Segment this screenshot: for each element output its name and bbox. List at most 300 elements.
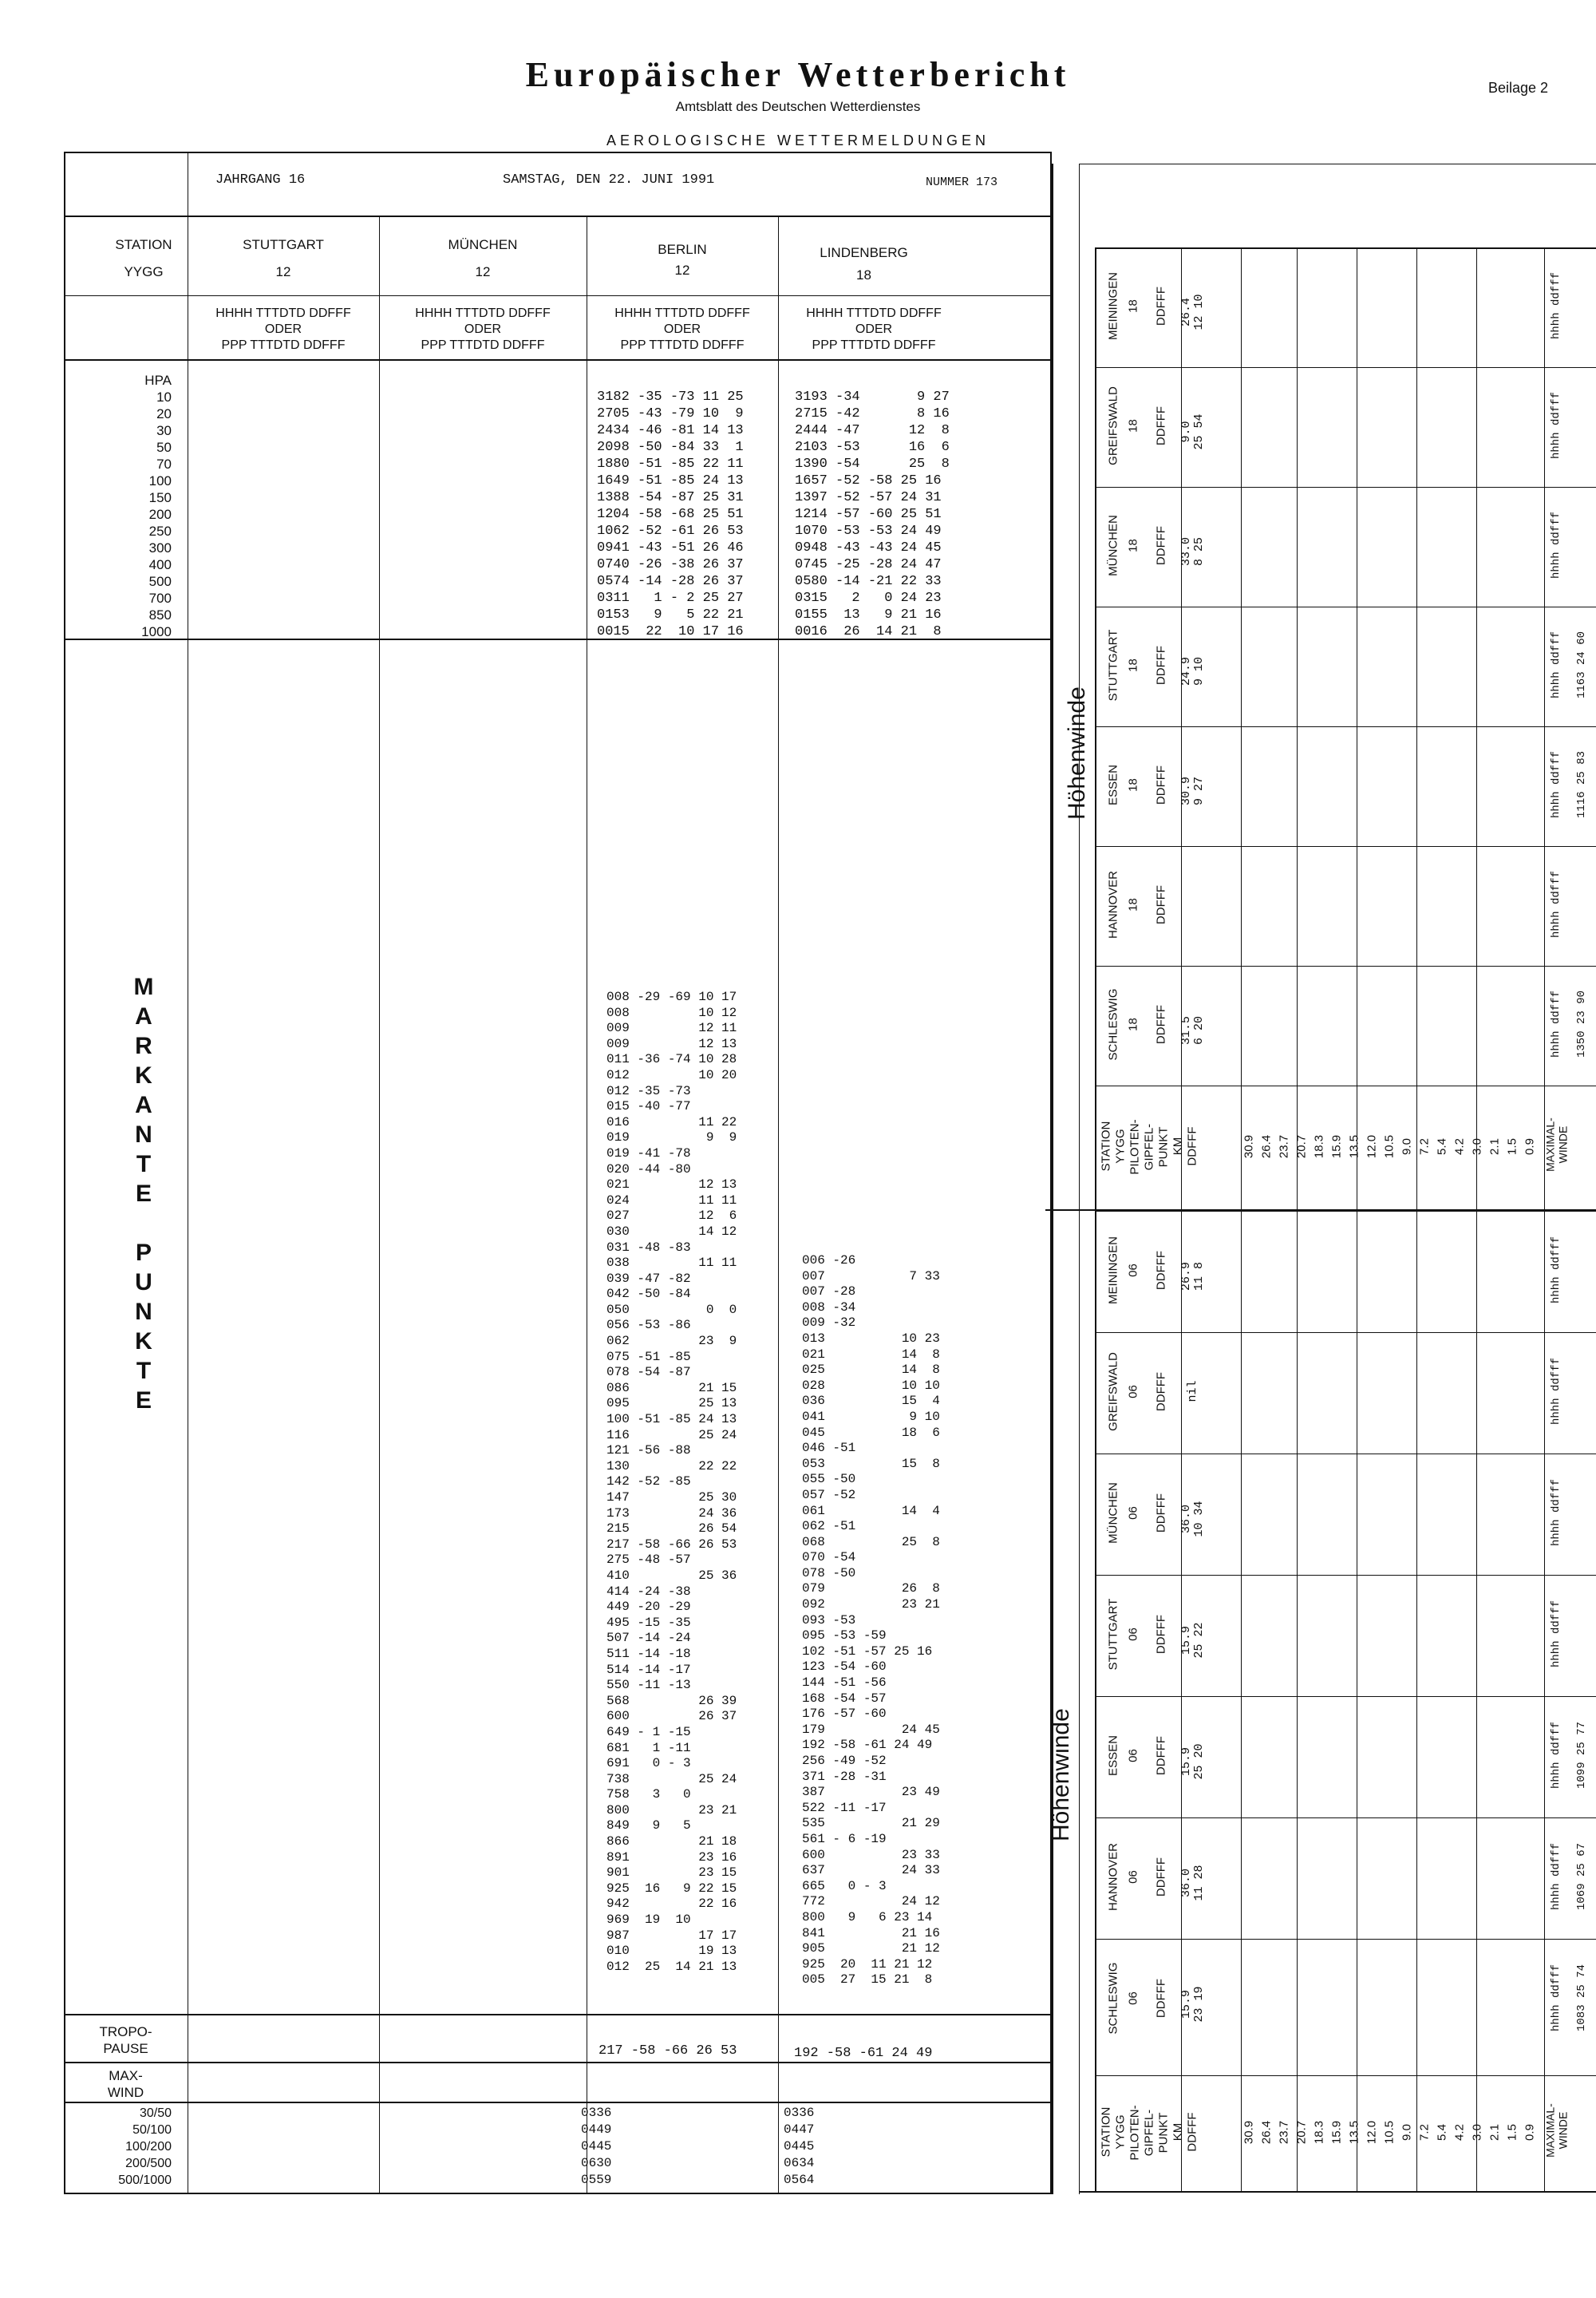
markante-letter: R xyxy=(135,1033,152,1059)
table-row: 011 -36 -74 10 28 xyxy=(606,1052,737,1067)
hpa-level: 300 xyxy=(148,540,172,556)
table-row: 021 14 8 xyxy=(802,1347,940,1362)
station-name: MEININGEN xyxy=(1106,272,1120,341)
table-row: 1214 -57 -60 25 51 xyxy=(795,507,942,522)
summit-value: 26.4 12 10 xyxy=(1179,294,1206,330)
table-row: 010 19 13 xyxy=(606,1944,737,1959)
table-row: 758 3 0 xyxy=(606,1787,691,1802)
km-level: 9.0 xyxy=(1400,2123,1414,2141)
ddfff-label: DDFFF xyxy=(1154,765,1168,805)
summit-value: 36.0 10 34 xyxy=(1179,1501,1206,1537)
summit-value: 15.9 23 19 xyxy=(1179,1986,1206,2023)
colhead-top-3: HHHH TTTDTD DDFFF xyxy=(614,307,750,320)
km-level: 0.9 xyxy=(1523,2123,1537,2141)
grid-line xyxy=(1095,367,1596,368)
table-row: 2098 -50 -84 33 1 xyxy=(597,440,744,455)
table-row: 410 25 36 xyxy=(606,1568,737,1583)
ddfff-label: DDFFF xyxy=(1154,884,1168,925)
markante-letter: K xyxy=(135,1328,152,1355)
table-row: 414 -24 -38 xyxy=(606,1584,691,1599)
table-row: 0449 xyxy=(581,2122,612,2137)
table-row: 841 21 16 xyxy=(802,1925,940,1940)
station-name: SCHLESWIG xyxy=(1106,1962,1120,2035)
shear-label: 50/100 xyxy=(132,2123,172,2137)
colhead-top-4: HHHH TTTDTD DDFFF xyxy=(806,307,942,320)
section-title: AEROLOGISCHE WETTERMELDUNGEN xyxy=(606,133,990,148)
table-row: 866 21 18 xyxy=(606,1834,737,1849)
table-row: 514 -14 -17 xyxy=(606,1662,691,1677)
ddfff-label: DDFFF xyxy=(1154,1735,1168,1776)
summit-value: 36.0 11 28 xyxy=(1179,1865,1206,1901)
km-level: 23.7 xyxy=(1277,1134,1291,1158)
table-row: 0315 2 0 24 23 xyxy=(795,591,942,606)
lindenberg-shear xyxy=(784,2105,814,2189)
table-row: 522 -11 -17 xyxy=(802,1800,887,1815)
table-row: 179 24 45 xyxy=(802,1722,940,1737)
hpa-level: 20 xyxy=(156,406,172,421)
station-name: MEININGEN xyxy=(1106,1236,1120,1305)
km-level: 10.5 xyxy=(1382,2120,1396,2144)
table-row: 0311 1 - 2 25 27 xyxy=(597,591,744,606)
table-row: 0948 -43 -43 24 45 xyxy=(795,540,942,556)
table-row: 009 -32 xyxy=(802,1315,856,1331)
station-yygg-label: STATION YYGG xyxy=(1099,2106,1127,2157)
table-row: 925 20 11 21 12 xyxy=(802,1956,933,1972)
hpa-label: HPA xyxy=(144,373,172,388)
station-hour: 06 xyxy=(1126,1385,1140,1398)
summit-value: 31.5 6 20 xyxy=(1179,1016,1206,1046)
table-row: 078 -54 -87 xyxy=(606,1365,691,1380)
table-row: 061 14 4 xyxy=(802,1503,940,1518)
max-wind-value: 1083 25 74 xyxy=(1575,1964,1588,2032)
hpa-level: 70 xyxy=(156,457,172,472)
table-row: 116 25 24 xyxy=(606,1427,737,1442)
table-row: 637 24 33 xyxy=(802,1863,940,1878)
table-row: 3182 -35 -73 11 25 xyxy=(597,390,744,405)
hpa-level: 30 xyxy=(156,423,172,438)
markante-letter: N xyxy=(135,1121,152,1148)
table-row: 021 12 13 xyxy=(606,1177,737,1193)
colhead-bot-3: PPP TTTDTD DDFFF xyxy=(620,338,745,352)
table-row: 0445 xyxy=(581,2139,612,2154)
km-level: 13.5 xyxy=(1347,2120,1361,2144)
table-row: 849 9 5 xyxy=(606,1818,691,1833)
table-row: 031 -48 -83 xyxy=(606,1240,691,1255)
table-row: 905 21 12 xyxy=(802,1941,940,1956)
ddfff-label: DDFFF xyxy=(1154,1978,1168,2019)
hhhh-ddfff-label: hhhh ddfff xyxy=(1550,1600,1562,1668)
max-wind-value: 1116 25 83 xyxy=(1575,751,1588,819)
table-row: 942 22 16 xyxy=(606,1897,737,1912)
table-row: 075 -51 -85 xyxy=(606,1349,691,1364)
km-level: 4.2 xyxy=(1452,2123,1467,2141)
km-level: 23.7 xyxy=(1277,2120,1291,2144)
grid-line xyxy=(1095,1696,1596,1697)
markante-letter: U xyxy=(135,1269,152,1295)
table-row: 062 23 9 xyxy=(606,1334,737,1349)
table-row: 012 25 14 21 13 xyxy=(606,1959,737,1974)
summit-value: 30.9 9 27 xyxy=(1179,777,1206,806)
grid-line xyxy=(1095,726,1596,727)
hpa-level: 100 xyxy=(148,473,172,488)
hhhh-ddfff-label: hhhh ddfff xyxy=(1550,1236,1562,1304)
km-level: 7.2 xyxy=(1417,1137,1432,1155)
ddfff-label: DDFFF xyxy=(1154,525,1168,566)
km-ddfff-label: KM DDFFF xyxy=(1171,2111,1199,2152)
station-name: HANNOVER xyxy=(1106,871,1120,939)
table-row: 1880 -51 -85 22 11 xyxy=(597,457,744,472)
hhhh-ddfff-label: hhhh ddfff xyxy=(1550,631,1562,699)
berlin-standard-levels xyxy=(597,389,744,640)
km-level: 12.0 xyxy=(1365,2120,1379,2144)
issue-date: SAMSTAG, DEN 22. JUNI 1991 xyxy=(503,172,715,188)
table-row: 0630 xyxy=(581,2156,612,2170)
table-row: 600 26 37 xyxy=(606,1709,737,1724)
station-name: MÜNCHEN xyxy=(1106,515,1120,576)
grid-line xyxy=(1095,846,1596,847)
table-row: 691 0 - 3 xyxy=(606,1756,691,1771)
table-row: 1649 -51 -85 24 13 xyxy=(597,473,744,488)
lindenberg-tropopause: 192 -58 -61 24 49 xyxy=(794,2046,933,2061)
table-row: 007 7 33 xyxy=(802,1268,940,1283)
station-name: SCHLESWIG xyxy=(1106,988,1120,1061)
table-row: 0941 -43 -51 26 46 xyxy=(597,540,744,556)
table-row: 256 -49 -52 xyxy=(802,1754,887,1768)
table-row: 2715 -42 8 16 xyxy=(795,406,950,421)
ddfff-label: DDFFF xyxy=(1154,1004,1168,1045)
station-hour: 06 xyxy=(1126,1749,1140,1762)
km-level: 20.7 xyxy=(1294,2120,1309,2144)
station-hour: 18 xyxy=(1126,898,1140,912)
table-row: 550 -11 -13 xyxy=(606,1678,691,1693)
station-name: ESSEN xyxy=(1106,1735,1120,1776)
km-level: 4.2 xyxy=(1452,1137,1467,1155)
lindenberg-significant-points xyxy=(802,1253,940,1988)
station-hour: 06 xyxy=(1126,1991,1140,2005)
grid-line xyxy=(1297,247,1298,2191)
table-row: 053 15 8 xyxy=(802,1456,940,1471)
table-row: 173 24 36 xyxy=(606,1505,737,1521)
station-hour-muenchen: 12 xyxy=(475,264,491,279)
hoehenwinde-label-lower: Höhenwinde xyxy=(1048,1708,1074,1841)
table-row: 050 0 0 xyxy=(606,1302,737,1317)
hhhh-ddfff-label: hhhh ddfff xyxy=(1550,1964,1562,2032)
table-row: 0564 xyxy=(784,2173,815,2187)
hpa-level: 10 xyxy=(156,390,172,405)
table-row: 009 12 11 xyxy=(606,1021,737,1036)
table-row: 495 -15 -35 xyxy=(606,1615,691,1630)
summit-value: nil xyxy=(1186,1380,1199,1402)
table-row: 078 -50 xyxy=(802,1565,856,1580)
table-row: 217 -58 -66 26 53 xyxy=(606,1537,737,1552)
hhhh-ddfff-label: hhhh ddfff xyxy=(1550,871,1562,939)
table-row: 449 -20 -29 xyxy=(606,1600,691,1615)
table-row: 0574 -14 -28 26 37 xyxy=(597,574,744,589)
table-row: 0745 -25 -28 24 47 xyxy=(795,557,942,572)
table-row: 2103 -53 16 6 xyxy=(795,440,950,455)
km-ddfff-label: KM DDFFF xyxy=(1171,1125,1199,1166)
table-row: 038 11 11 xyxy=(606,1256,737,1271)
station-hour: 06 xyxy=(1126,1264,1140,1277)
page-subtitle: Amtsblatt des Deutschen Wetterdienstes xyxy=(675,99,921,114)
max-wind-value: 1069 25 67 xyxy=(1575,1843,1588,1911)
summit-value: 26.9 11 8 xyxy=(1179,1262,1206,1291)
table-row: 387 23 49 xyxy=(802,1785,940,1800)
km-level: 9.0 xyxy=(1400,1137,1414,1155)
hhhh-ddfff-label: hhhh ddfff xyxy=(1550,272,1562,340)
station-name-berlin: BERLIN xyxy=(658,242,707,257)
table-row: 1390 -54 25 8 xyxy=(795,457,950,472)
colhead-bot-1: PPP TTTDTD DDFFF xyxy=(221,338,346,352)
table-row: 0155 13 9 21 16 xyxy=(795,607,942,623)
station-name: ESSEN xyxy=(1106,765,1120,805)
colhead-bot-4: PPP TTTDTD DDFFF xyxy=(812,338,936,352)
table-row: 019 -41 -78 xyxy=(606,1145,691,1161)
station-name: GREIFSWALD xyxy=(1106,386,1120,465)
hpa-level: 700 xyxy=(148,591,172,606)
colhead-mid-2: ODER xyxy=(464,322,502,336)
table-row: 507 -14 -24 xyxy=(606,1631,691,1646)
table-row: 102 -51 -57 25 16 xyxy=(802,1643,933,1659)
table-row: 738 25 24 xyxy=(606,1771,737,1786)
station-hour: 18 xyxy=(1126,539,1140,552)
shear-label: 200/500 xyxy=(125,2157,172,2170)
piloten-label: PILOTEN- GIPFEL- PUNKT xyxy=(1128,2104,1170,2161)
km-level: 15.9 xyxy=(1329,1134,1344,1158)
hoehenwinde-label-upper: Höhenwinde xyxy=(1064,686,1090,820)
table-row: 012 10 20 xyxy=(606,1067,737,1082)
table-row: 093 -53 xyxy=(802,1612,856,1628)
summit-value: 15.9 25 20 xyxy=(1179,1743,1206,1780)
grid-line xyxy=(1544,247,1545,2191)
markante-letter: E xyxy=(135,1181,152,1207)
berlin-significant-points xyxy=(606,990,737,1975)
table-row: 130 22 22 xyxy=(606,1458,737,1473)
table-row: 142 -52 -85 xyxy=(606,1474,691,1489)
station-hour: 18 xyxy=(1126,299,1140,313)
hpa-level: 850 xyxy=(148,607,172,623)
grid-line xyxy=(1241,247,1242,2191)
km-level: 1.5 xyxy=(1505,1137,1519,1155)
table-row: 2705 -43 -79 10 9 xyxy=(597,406,744,421)
markante-letter: P xyxy=(135,1240,152,1266)
table-row: 275 -48 -57 xyxy=(606,1552,691,1568)
max-wind-value: 1099 25 77 xyxy=(1575,1722,1588,1790)
table-row: 025 14 8 xyxy=(802,1363,940,1378)
km-level: 2.1 xyxy=(1487,1137,1502,1155)
km-level: 0.9 xyxy=(1523,1137,1537,1155)
hhhh-ddfff-label: hhhh ddfff xyxy=(1550,1843,1562,1911)
km-level: 3.0 xyxy=(1470,1137,1484,1155)
table-row: 0016 26 14 21 8 xyxy=(795,624,942,639)
ddfff-label: DDFFF xyxy=(1154,1371,1168,1412)
colhead-top-1: HHHH TTTDTD DDFFF xyxy=(215,307,351,320)
table-row: 561 - 6 -19 xyxy=(802,1831,887,1846)
grid-line xyxy=(1095,1575,1596,1576)
markante-letter: N xyxy=(135,1299,152,1325)
station-hour-berlin: 12 xyxy=(674,263,690,278)
table-row: 168 -54 -57 xyxy=(802,1691,887,1706)
grid-line xyxy=(1095,966,1596,967)
table-row: 1204 -58 -68 25 51 xyxy=(597,507,744,522)
table-row: 0153 9 5 22 21 xyxy=(597,607,744,623)
table-row: 019 9 9 xyxy=(606,1130,737,1145)
km-level: 12.0 xyxy=(1365,1134,1379,1158)
km-level: 26.4 xyxy=(1259,1134,1274,1158)
table-row: 009 12 13 xyxy=(606,1036,737,1051)
table-row: 2444 -47 12 8 xyxy=(795,423,950,438)
table-row: 925 16 9 22 15 xyxy=(606,1881,737,1896)
markante-letter: K xyxy=(135,1062,152,1089)
table-row: 901 23 15 xyxy=(606,1865,737,1881)
shear-labels xyxy=(64,2105,172,2189)
station-name: STUTTGART xyxy=(1106,629,1120,702)
km-level: 5.4 xyxy=(1435,2123,1449,2141)
summit-value: 33.0 8 25 xyxy=(1179,537,1206,567)
station-hour: 06 xyxy=(1126,1506,1140,1520)
station-name-muenchen: MÜNCHEN xyxy=(448,237,518,252)
summit-value: 15.9 25 22 xyxy=(1179,1622,1206,1659)
table-row: 086 21 15 xyxy=(606,1380,737,1395)
table-row: 3193 -34 9 27 xyxy=(795,390,950,405)
table-row: 0445 xyxy=(784,2139,815,2154)
markante-letter: T xyxy=(136,1358,152,1384)
station-hour: 06 xyxy=(1126,1870,1140,1884)
table-row: 535 21 29 xyxy=(802,1816,940,1831)
grid-line xyxy=(1476,247,1477,2191)
table-row: 068 25 8 xyxy=(802,1534,940,1549)
km-level: 5.4 xyxy=(1435,1137,1449,1155)
table-row: 147 25 30 xyxy=(606,1490,737,1505)
station-hour: 18 xyxy=(1126,419,1140,433)
table-row: 0634 xyxy=(784,2156,815,2170)
table-row: 215 26 54 xyxy=(606,1521,737,1537)
table-row: 0580 -14 -21 22 33 xyxy=(795,574,942,589)
grid-line xyxy=(1095,1332,1596,1333)
hhhh-ddfff-label: hhhh ddfff xyxy=(1550,1479,1562,1547)
summit-value: 24.9 9 10 xyxy=(1179,657,1206,686)
colhead-mid-4: ODER xyxy=(855,322,893,336)
table-row: 0015 22 10 17 16 xyxy=(597,624,744,639)
hhhh-ddfff-label: hhhh ddfff xyxy=(1550,1722,1562,1790)
markante-letter: M xyxy=(133,974,154,1000)
jahrgang: JAHRGANG 16 xyxy=(215,172,306,188)
hhhh-ddfff-label: hhhh ddfff xyxy=(1550,751,1562,819)
km-level: 26.4 xyxy=(1259,2120,1274,2144)
table-row: 079 26 8 xyxy=(802,1581,940,1596)
station-name-stuttgart: STUTTGART xyxy=(243,237,324,252)
table-row: 039 -47 -82 xyxy=(606,1271,691,1286)
station-name: GREIFSWALD xyxy=(1106,1352,1120,1431)
table-row: 062 -51 xyxy=(802,1519,856,1534)
shear-label: 100/200 xyxy=(125,2140,172,2154)
table-row: 1657 -52 -58 25 16 xyxy=(795,473,942,488)
table-row: 041 9 10 xyxy=(802,1409,940,1424)
table-row: 192 -58 -61 24 49 xyxy=(802,1738,933,1753)
markante-letter xyxy=(128,1208,160,1238)
table-row: 2434 -46 -81 14 13 xyxy=(597,423,744,438)
station-name-lindenberg: LINDENBERG xyxy=(820,245,908,260)
km-level: 2.1 xyxy=(1487,2123,1502,2141)
colhead-mid-1: ODER xyxy=(264,322,302,336)
ddfff-label: DDFFF xyxy=(1154,1493,1168,1533)
table-row: 800 9 6 23 14 xyxy=(802,1909,933,1924)
beilage-label: Beilage 2 xyxy=(1488,80,1549,96)
table-row: 006 -26 xyxy=(802,1253,856,1268)
table-row: 1062 -52 -61 26 53 xyxy=(597,524,744,539)
table-row: 772 24 12 xyxy=(802,1894,940,1909)
hpa-level: 1000 xyxy=(141,624,172,639)
max-wind-value: 1350 23 90 xyxy=(1575,991,1588,1058)
table-row: 012 -35 -73 xyxy=(606,1083,691,1098)
table-row: 016 11 22 xyxy=(606,1114,737,1129)
shear-label: 500/1000 xyxy=(118,2173,172,2187)
markante-letter: T xyxy=(136,1151,152,1177)
lindenberg-standard-levels xyxy=(795,389,950,640)
station-hour-stuttgart: 12 xyxy=(275,264,291,279)
maximal-winde-label: MAXIMAL- WINDE xyxy=(1543,1117,1569,1172)
table-row: 095 25 13 xyxy=(606,1396,737,1411)
max-wind-value: 1163 24 60 xyxy=(1575,631,1588,699)
table-row: 008 -29 -69 10 17 xyxy=(606,990,737,1004)
shear-label: 30/50 xyxy=(139,2106,172,2120)
ddfff-label: DDFFF xyxy=(1154,286,1168,326)
hpa-levels xyxy=(64,389,172,640)
km-level: 10.5 xyxy=(1382,1134,1396,1158)
station-yygg-label: STATION YYGG xyxy=(1099,1121,1127,1171)
hpa-level: 150 xyxy=(148,490,172,505)
hhhh-ddfff-label: hhhh ddfff xyxy=(1550,1358,1562,1426)
hpa-level: 500 xyxy=(148,574,172,589)
km-level: 20.7 xyxy=(1294,1134,1309,1158)
markante-punkte-label xyxy=(128,972,160,1415)
table-row: 046 -51 xyxy=(802,1441,856,1456)
ddfff-label: DDFFF xyxy=(1154,1250,1168,1291)
grid-line xyxy=(1095,1817,1596,1818)
piloten-label: PILOTEN- GIPFEL- PUNKT xyxy=(1128,1118,1170,1175)
table-row: 030 14 12 xyxy=(606,1224,737,1239)
table-row: 057 -52 xyxy=(802,1487,856,1502)
grid-line xyxy=(1095,1211,1596,1212)
table-row: 511 -14 -18 xyxy=(606,1646,691,1661)
table-row: 020 -44 -80 xyxy=(606,1161,691,1177)
berlin-shear xyxy=(581,2105,611,2189)
maximal-winde-label: MAXIMAL- WINDE xyxy=(1543,2102,1569,2158)
table-row: 371 -28 -31 xyxy=(802,1769,887,1784)
table-row: 005 27 15 21 8 xyxy=(802,1972,933,1988)
hpa-level: 200 xyxy=(148,507,172,522)
table-row: 144 -51 -56 xyxy=(802,1675,887,1691)
hhhh-ddfff-label: hhhh ddfff xyxy=(1550,392,1562,460)
table-row: 027 12 6 xyxy=(606,1208,737,1224)
table-row: 681 1 -11 xyxy=(606,1740,691,1755)
ddfff-label: DDFFF xyxy=(1154,645,1168,686)
maxwind-label: MAX- WIND xyxy=(107,2068,144,2100)
km-level: 1.5 xyxy=(1505,2123,1519,2141)
table-row: 969 19 10 xyxy=(606,1912,691,1928)
km-level: 18.3 xyxy=(1312,1134,1326,1158)
table-row: 055 -50 xyxy=(802,1472,856,1487)
table-row: 092 23 21 xyxy=(802,1597,940,1612)
hpa-level: 50 xyxy=(156,440,172,455)
km-level: 3.0 xyxy=(1470,2123,1484,2141)
station-hour: 18 xyxy=(1126,1018,1140,1031)
station-hour: 18 xyxy=(1126,659,1140,672)
table-row: 045 18 6 xyxy=(802,1425,940,1440)
table-row: 600 23 33 xyxy=(802,1847,940,1862)
tropopause-label: TROPO- PAUSE xyxy=(99,2024,152,2056)
table-row: 013 10 23 xyxy=(802,1331,940,1346)
